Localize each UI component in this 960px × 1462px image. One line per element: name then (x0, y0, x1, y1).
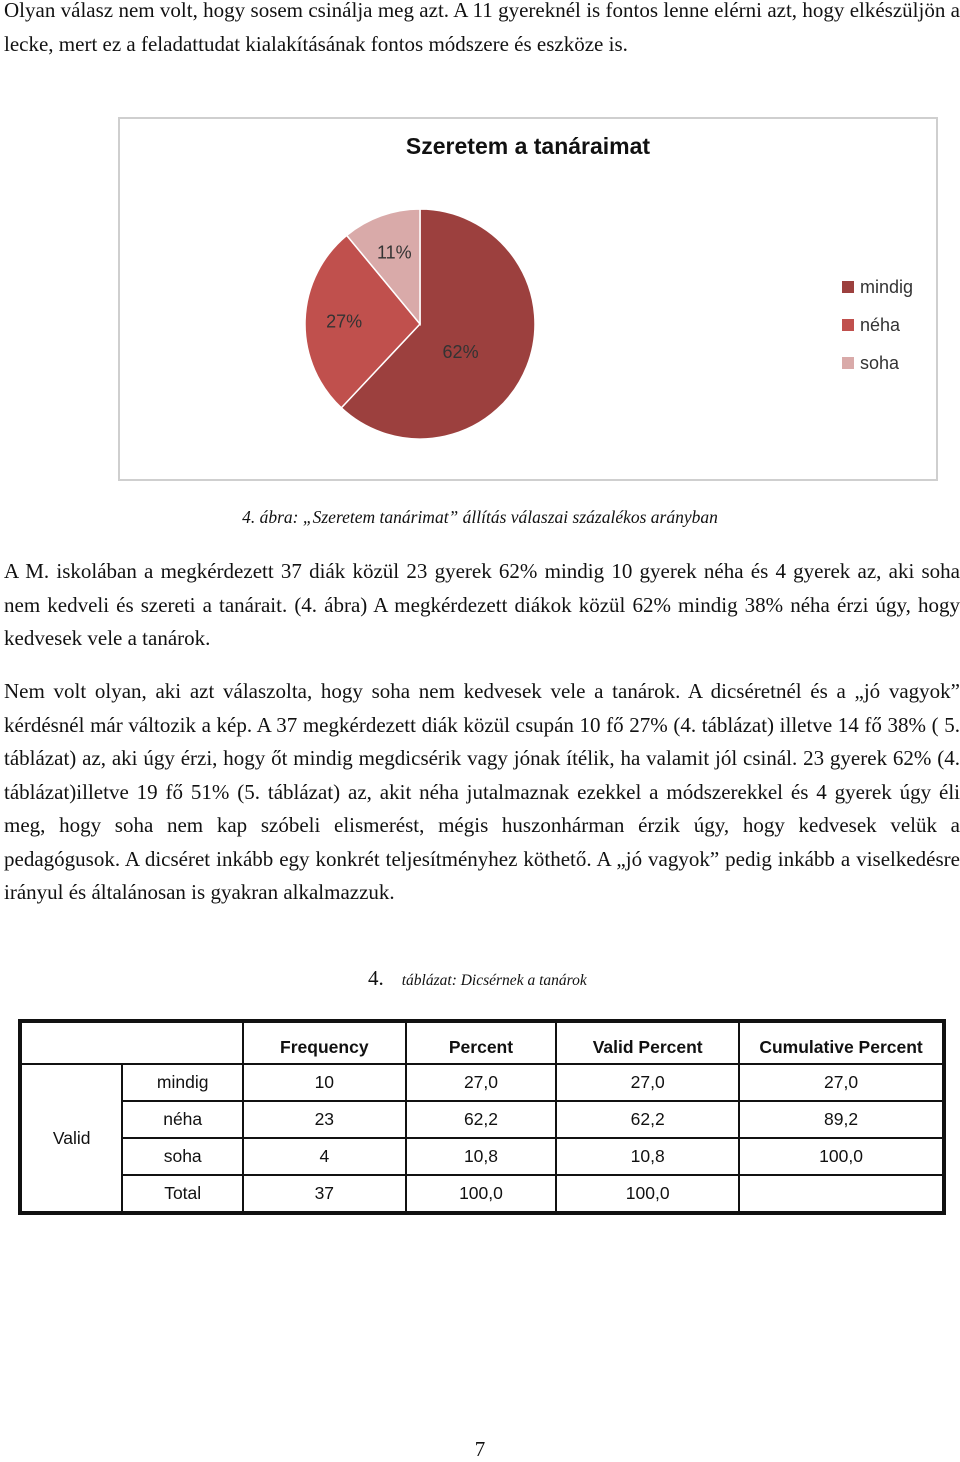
row-label: néha (122, 1101, 243, 1138)
table-corner (20, 1021, 243, 1064)
table-row (20, 1101, 944, 1138)
table-header-row (20, 1021, 944, 1064)
figure-caption: 4. ábra: „Szeretem tanárimat” állítás válaszai százalékos arányban (242, 507, 718, 527)
legend-label-soha: soha (860, 353, 900, 373)
pie-data-label-soha: 11% (376, 242, 412, 263)
header-cumulative-percent: Cumulative Percent (739, 1021, 944, 1064)
table-caption-number: 4. (368, 966, 384, 990)
frequency-table (18, 1019, 946, 1215)
table-cell: 10,8 (556, 1138, 739, 1175)
paragraph-2: Nem volt olyan, aki azt válaszolta, hogy soha nem kedvesek vele a tanárok. A dicséretnél és a „jó vagyok” kérdésnél már változik a kép. A 37 megkérdezett diák közül csupán 10 fő 27% (4. táblázat) illetve 14 fő 38% ( 5. táblázat) az, aki úgy érzi, hogy őt mindig megdicsérik vagy jónak ítélik, ha valamit jól csinál. 23 gyerek 62% (4. táblázat)illetve 19 fő 51% (5. táblázat) az, akit néha jutalmaznak ezekkel a módszerekkel és 4 gyerek úgy éli meg, hogy soha nem kap szóbeli elismerést, mégis huszonhárman érzik úgy, hogy kedvesek velük a pedagógusok. A dicséret inkább egy konkrét teljesítményhez köthető. A „jó vagyok” pedig inkább a viselkedésre irányul és általánosan is gyakran alkalmazzuk. (4, 679, 960, 904)
valid-group-label: Valid (20, 1064, 122, 1213)
pie-data-label-mindig: 62% (442, 341, 479, 362)
table-cell: 37 (243, 1175, 406, 1213)
chart-title: Szeretem a tanáraimat (405, 133, 651, 159)
table-caption-text: táblázat: Dicsérnek a tanárok (401, 972, 587, 989)
header-valid-percent: Valid Percent (556, 1021, 739, 1064)
header-percent: Percent (406, 1021, 557, 1064)
table-cell: 10,8 (406, 1138, 557, 1175)
intro-paragraph: Olyan válasz nem volt, hogy sosem csinálja meg azt. A 11 gyereknél is fontos lenne elérni azt, hogy elkészüljön a lecke, mert ez a feladattudat kialakításának fontos módszere és eszköze is. (4, 0, 960, 56)
table-cell: 100,0 (406, 1175, 557, 1213)
table-cell: 100,0 (739, 1138, 944, 1175)
row-label: soha (122, 1138, 243, 1175)
table-row (20, 1175, 944, 1213)
pie-chart-svg (120, 119, 936, 479)
table-cell: 89,2 (739, 1101, 944, 1138)
table-cell: 62,2 (406, 1101, 557, 1138)
legend-swatch-néha (842, 319, 854, 331)
legend-label-mindig: mindig (860, 277, 914, 297)
pie-chart (118, 117, 938, 481)
header-frequency: Frequency (243, 1021, 406, 1064)
table-cell: 23 (243, 1101, 406, 1138)
legend-swatch-mindig (842, 281, 854, 293)
page-number: 7 (474, 1437, 486, 1461)
table-cell (739, 1175, 944, 1213)
table-cell: 100,0 (556, 1175, 739, 1213)
table-cell: 4 (243, 1138, 406, 1175)
table-cell: 27,0 (556, 1064, 739, 1101)
legend-label-néha: néha (860, 315, 901, 335)
row-label: mindig (122, 1064, 243, 1101)
table-caption (368, 966, 587, 991)
table-cell: 62,2 (556, 1101, 739, 1138)
paragraph-1: A M. iskolában a megkérdezett 37 diák közül 23 gyerek 62% mindig 10 gyerek néha és 4 gyerek az, aki soha nem kedveli és szereti a tanárait. (4. ábra) A megkérdezett diákok közül 62% mindig 38% néha érzi úgy, hogy kedvesek vele a tanárok. (4, 559, 960, 650)
table-cell: 27,0 (739, 1064, 944, 1101)
legend-swatch-soha (842, 357, 854, 369)
row-label: Total (122, 1175, 243, 1213)
table-cell: 27,0 (406, 1064, 557, 1101)
table-row (20, 1064, 944, 1101)
table-row (20, 1138, 944, 1175)
pie-data-label-néha: 27% (326, 311, 363, 332)
table-cell: 10 (243, 1064, 406, 1101)
